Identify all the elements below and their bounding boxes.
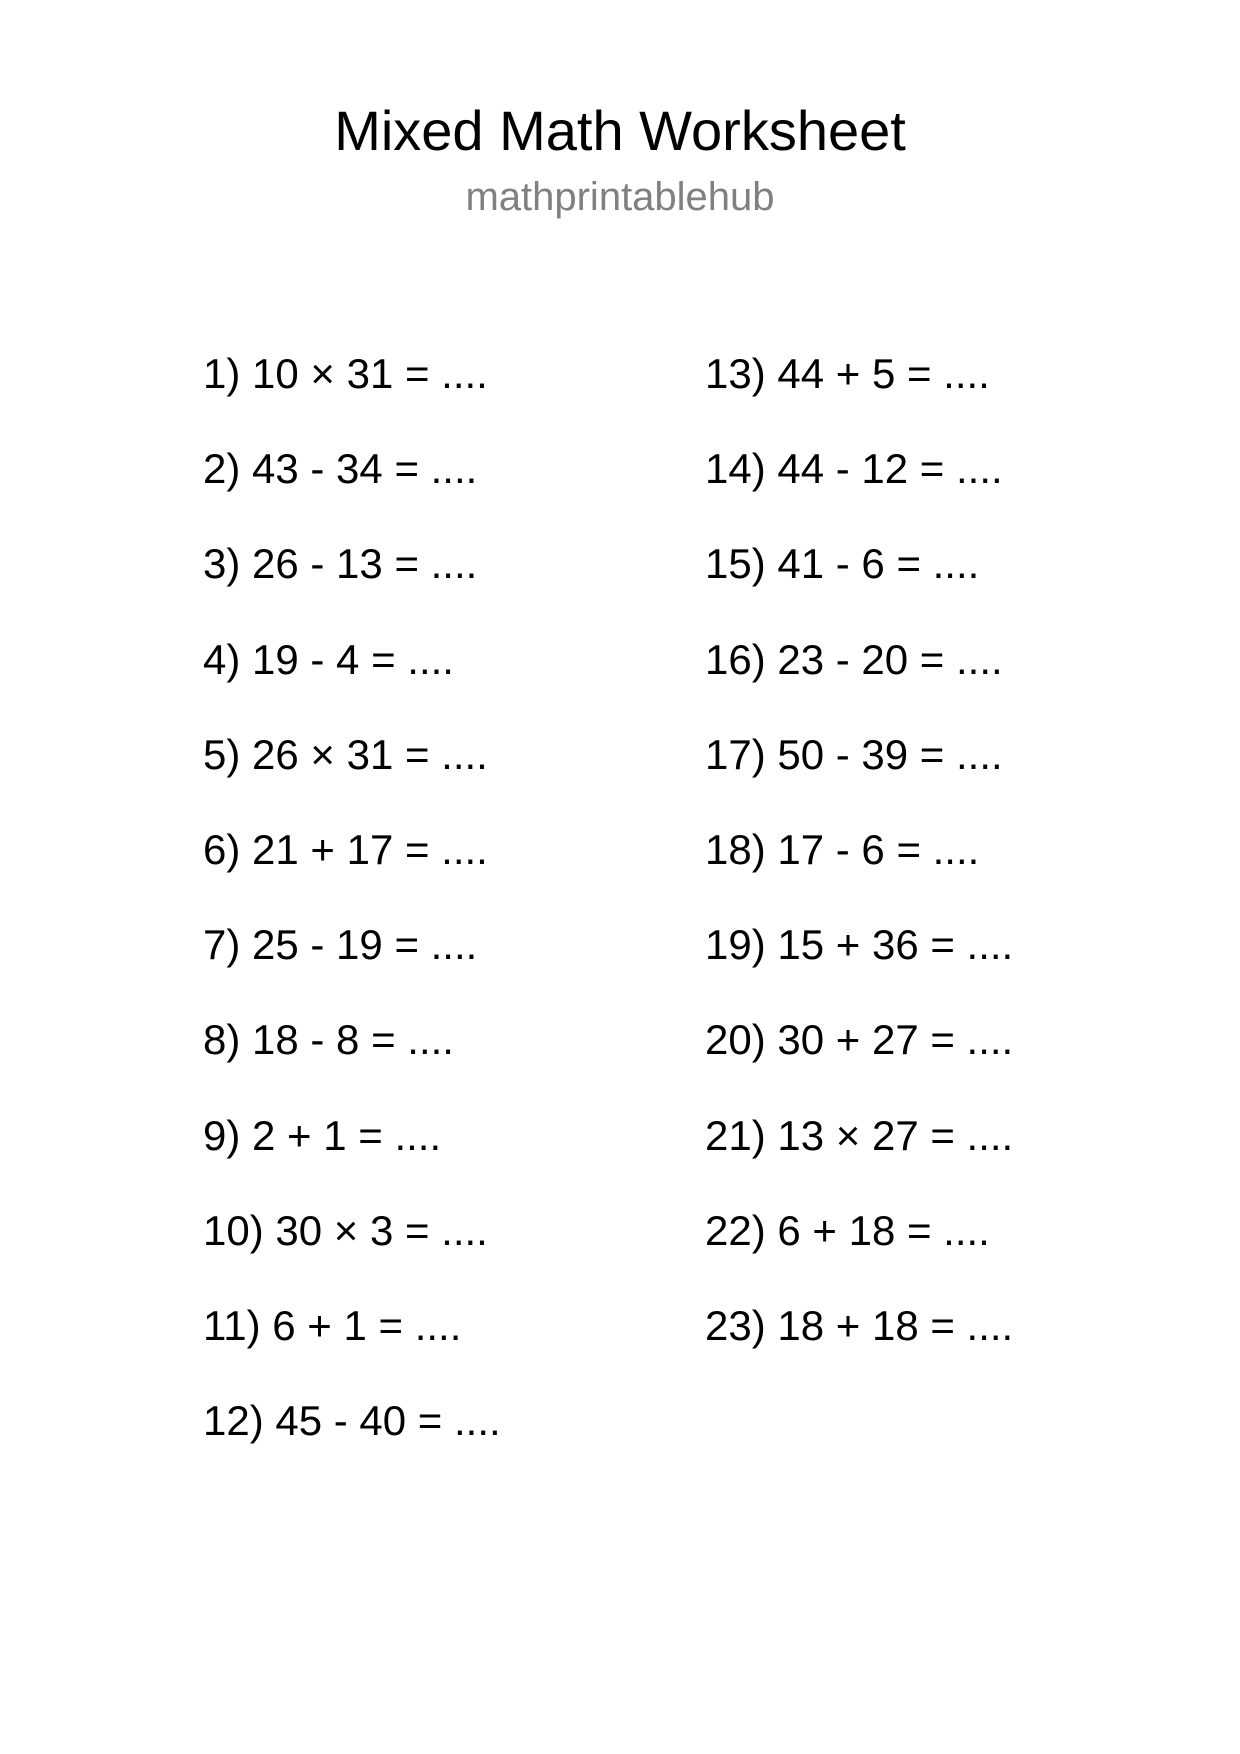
- problem-item: 3) 26 - 13 = ....: [203, 540, 478, 588]
- worksheet-header: [0, 96, 1240, 222]
- problem-item: 9) 2 + 1 = ....: [203, 1111, 442, 1159]
- problem-item: 2) 43 - 34 = ....: [203, 445, 478, 493]
- problem-item: 5) 26 × 31 = ....: [203, 730, 488, 778]
- page-subtitle: mathprintablehub: [465, 175, 775, 219]
- problem-item: 8) 18 - 8 = ....: [203, 1016, 454, 1064]
- page-title: Mixed Math Worksheet: [334, 99, 906, 162]
- problem-item: 19) 15 + 36 = ....: [705, 921, 1014, 969]
- problem-item: 17) 50 - 39 = ....: [705, 730, 1003, 778]
- problem-item: 15) 41 - 6 = ....: [705, 540, 980, 588]
- problem-item: 13) 44 + 5 = ....: [705, 350, 990, 397]
- problem-item: 12) 45 - 40 = ....: [203, 1397, 501, 1445]
- problem-item: 7) 25 - 19 = ....: [203, 921, 478, 969]
- problem-item: 23) 18 + 18 = ....: [705, 1301, 1014, 1349]
- problem-item: 21) 13 × 27 = ....: [705, 1111, 1014, 1159]
- problem-item: 16) 23 - 20 = ....: [705, 635, 1003, 683]
- problem-item: 4) 19 - 4 = ....: [203, 635, 454, 683]
- problem-item: 10) 30 × 3 = ....: [203, 1206, 488, 1254]
- problem-item: 11) 6 + 1 = ....: [203, 1301, 462, 1349]
- problem-item: 18) 17 - 6 = ....: [705, 825, 980, 873]
- problem-item: 6) 21 + 17 = ....: [203, 825, 488, 873]
- problem-column-right: [705, 348, 1013, 1395]
- problem-column-left: [203, 348, 501, 1490]
- problem-item: 22) 6 + 18 = ....: [705, 1206, 990, 1254]
- problem-item: 1) 10 × 31 = ....: [203, 350, 488, 397]
- problem-item: 20) 30 + 27 = ....: [705, 1016, 1014, 1064]
- problem-item: 14) 44 - 12 = ....: [705, 445, 1003, 493]
